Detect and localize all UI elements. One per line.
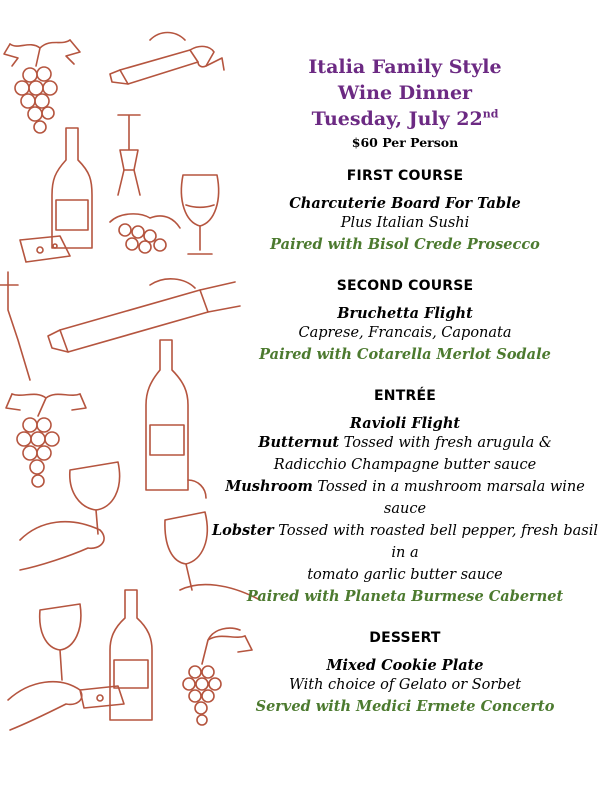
wine-pairing: Paired with Cotarella Merlot Sodale (259, 346, 551, 363)
corkscrew-icon (118, 115, 140, 195)
event-date-text: Tuesday, July 22 (311, 108, 483, 130)
wine-pairing: Paired with Bisol Crede Prosecco (270, 236, 540, 253)
event-date-suffix: nd (482, 107, 499, 121)
hand-with-glass-icon (8, 604, 82, 730)
entree-item (205, 432, 605, 454)
dish-description: Caprese, Francais, Caponata (298, 325, 512, 341)
dish-title: Bruchetta Flight (337, 305, 473, 322)
entree-item-desc: Tossed with roasted bell pepper, fresh basil in a (273, 523, 599, 561)
event-date (205, 106, 605, 132)
cheese-icon (80, 686, 124, 708)
entree-item-name: Butternut (258, 434, 340, 451)
dish-description: With choice of Gelato or Sorbet (288, 677, 522, 693)
dish-title: Mixed Cookie Plate (326, 657, 484, 674)
wine-pairing: Served with Medici Ermete Concerto (255, 698, 555, 715)
dish-title: Charcuterie Board For Table (289, 195, 521, 212)
hand-with-glass-icon (20, 462, 120, 570)
entree-item (205, 520, 605, 564)
dish-description: Plus Italian Sushi (340, 215, 470, 231)
course-heading: DESSERT (369, 630, 441, 646)
entree-item-name: Mushroom (225, 478, 313, 495)
entree-item-desc-cont: Radicchio Champagne butter sauce (273, 457, 537, 473)
course-heading: ENTRÉE (374, 388, 436, 404)
corkscrew-icon (0, 272, 30, 380)
entree-item-desc: Tossed in a mushroom marsala wine sauce (312, 479, 585, 517)
dish-title: Ravioli Flight (349, 415, 461, 432)
event-title-line2: Wine Dinner (337, 82, 473, 104)
course-heading: SECOND COURSE (336, 278, 474, 294)
course-heading: FIRST COURSE (346, 168, 464, 184)
cheese-icon (20, 236, 70, 262)
wine-bottle-icon (146, 340, 206, 498)
entree-item-desc: Tossed with fresh arugula & (339, 435, 552, 451)
grape-cluster-icon (110, 214, 180, 253)
wine-pairing: Paired with Planeta Burmese Cabernet (246, 588, 564, 605)
entree-item-desc-cont: tomato garlic butter sauce (307, 567, 503, 583)
entree-item-name: Lobster (211, 522, 274, 539)
grape-cluster-icon (4, 40, 80, 133)
entree-item (205, 476, 605, 520)
event-title-line1: Italia Family Style (308, 56, 502, 78)
grape-cluster-icon (6, 394, 86, 487)
menu-content (205, 54, 605, 718)
wine-bottle-icon (110, 590, 152, 720)
event-price: $60 Per Person (351, 135, 459, 150)
wine-bottle-icon (52, 128, 92, 248)
